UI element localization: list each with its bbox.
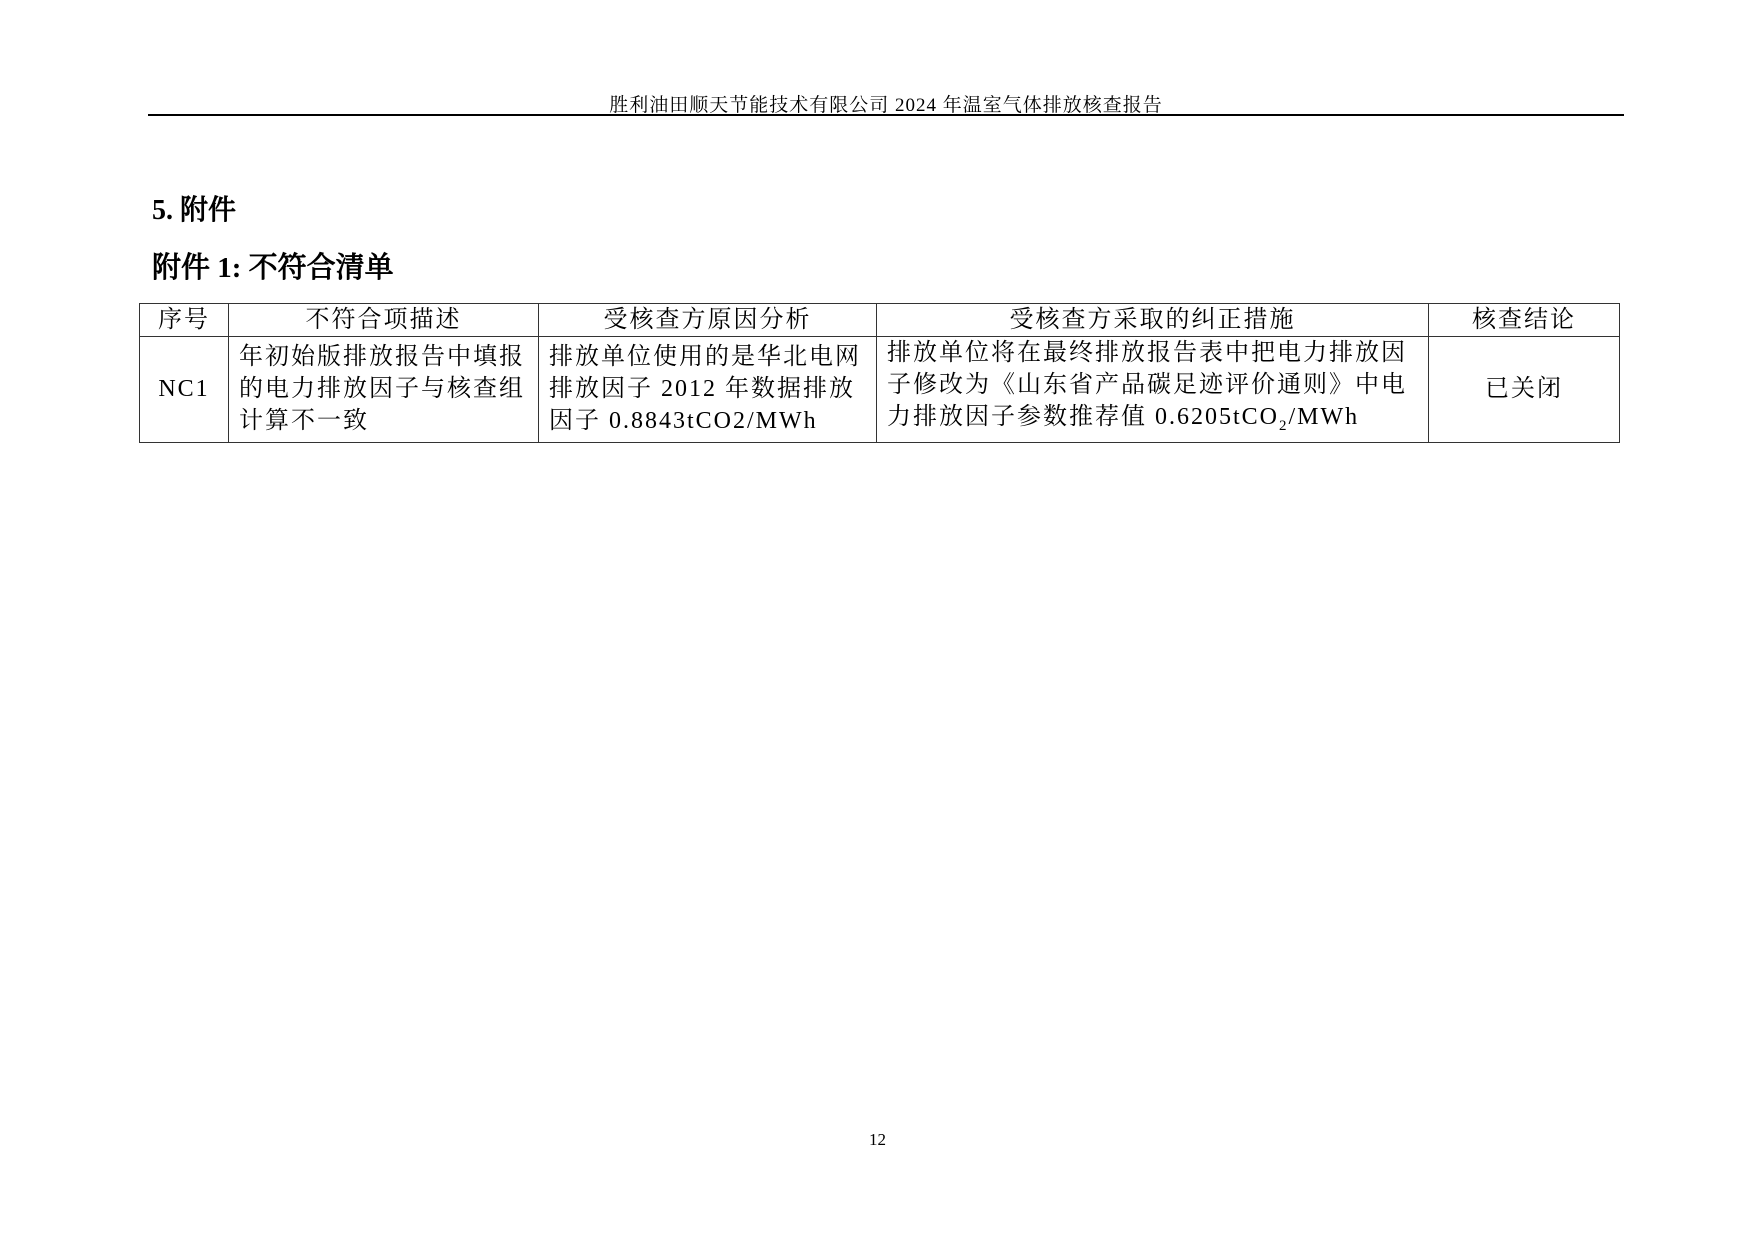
table-row [140,337,1620,443]
column-header-conclusion: 核查结论 [1429,304,1620,337]
correction-text: 排放单位将在最终排放报告表中把电力排放因子修改为《山东省产品碳足迹评价通则》中电力排放因子参数推荐值 0.6205tCO [887,340,1407,430]
page-header-title: 胜利油田顺天节能技术有限公司 2024 年温室气体排放核查报告 [609,95,1163,116]
cell-correction [877,337,1429,443]
section-title: 5. 附件 [152,195,237,226]
cell-description: 年初始版排放报告中填报的电力排放因子与核查组计算不一致 [229,337,539,443]
page-number: 12 [869,1130,886,1149]
nonconformity-table [139,303,1620,443]
cell-conclusion: 已关闭 [1429,337,1620,443]
table-header-row [140,304,1620,337]
attachment-title: 附件 1: 不符合清单 [152,252,394,284]
cell-cause: 排放单位使用的是华北电网排放因子 2012 年数据排放因子 0.8843tCO2/MWh [539,337,877,443]
column-header-description: 不符合项描述 [229,304,539,337]
cell-id: NC1 [140,337,229,443]
column-header-cause: 受核查方原因分析 [539,304,877,337]
column-header-index: 序号 [140,304,229,337]
correction-subscript: 2 [1279,417,1289,434]
header-rule [148,114,1624,116]
column-header-correction: 受核查方采取的纠正措施 [877,304,1429,337]
correction-unit: /MWh [1288,404,1360,430]
